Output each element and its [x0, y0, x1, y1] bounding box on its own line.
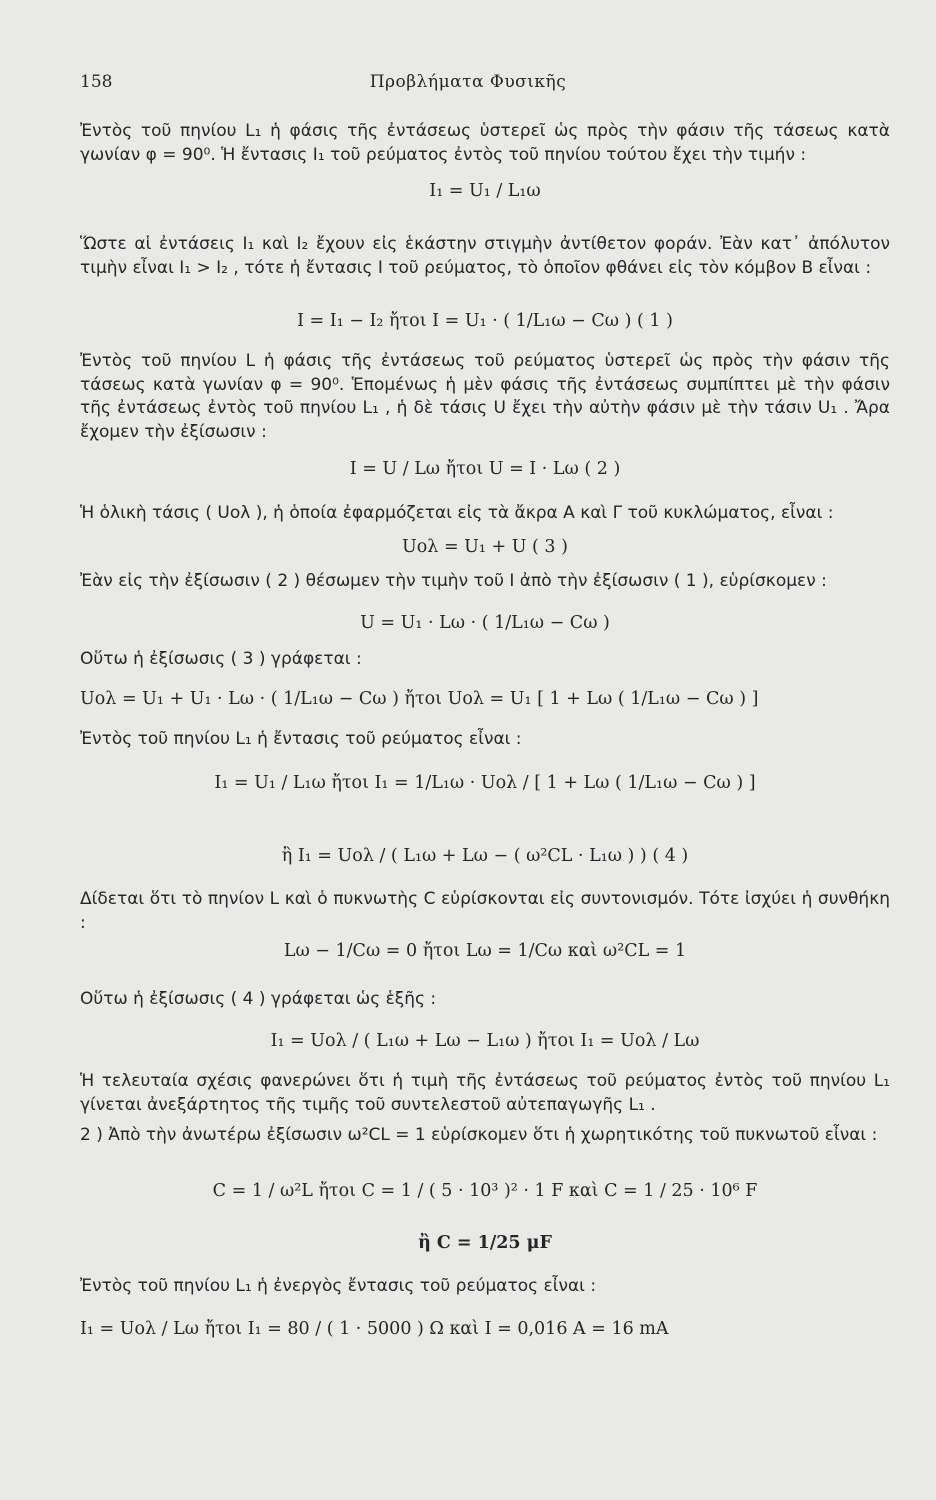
equation: Uολ = U₁ + U₁ · Lω · ( 1/L₁ω − Cω ) ἤτοι Uολ = U₁ [ 1 + Lω ( 1/L₁ω − Cω ) ] — [80, 689, 759, 709]
paragraph: Ὥστε αἱ ἐντάσεις I₁ καὶ I₂ ἔχουν εἰς ἑκάστην στιγμὴν ἀντίθετον φοράν. Ἐὰν κατ᾽ ἀπόλυτον τιμὴν εἶναι I₁ > I₂ , τότε ἡ ἔντασις I τοῦ ρεύματος, τὸ ὁποῖον φθάνει εἰς τὸν κόμβον B εἶναι : — [80, 234, 890, 278]
paragraph: Δίδεται ὅτι τὸ πηνίον L καὶ ὁ πυκνωτὴς C εὑρίσκονται εἰς συντονισμόν. Τότε ἰσχύει ἡ συνθήκη : — [80, 889, 890, 933]
equation: I₁ = U₁ / L₁ω ἤτοι I₁ = 1/L₁ω · Uολ / [ 1 + Lω ( 1/L₁ω − Cω ) ] — [214, 773, 756, 793]
paragraph: Ἐὰν εἰς τὴν ἐξίσωσιν ( 2 ) θέσωμεν τὴν τιμὴν τοῦ I ἀπὸ τὴν ἐξίσωσιν ( 1 ), εὑρίσκομεν : — [80, 571, 827, 591]
equation: Lω − 1/Cω = 0 ἤτοι Lω = 1/Cω καὶ ω²CL = 1 — [283, 941, 687, 961]
equation: I₁ = U₁ / L₁ω — [429, 181, 541, 201]
equation: ἢ C = 1/25 μF — [418, 1233, 552, 1253]
equation: C = 1 / ω²L ἤτοι C = 1 / ( 5 · 10³ )² · 1 F καὶ C = 1 / 25 · 10⁶ F — [212, 1181, 758, 1201]
paragraph: Ἡ τελευταία σχέσις φανερώνει ὅτι ἡ τιμὴ τῆς ἐντάσεως τοῦ ρεύματος ἐντὸς τοῦ πηνίου L₁ γίνεται ἀνεξάρτητος τῆς τιμῆς τοῦ συντελεστοῦ αὐτεπαγωγῆς L₁ . — [80, 1071, 890, 1115]
equation: I₁ = Uολ / ( L₁ω + Lω − L₁ω ) ἤτοι I₁ = Uολ / Lω — [270, 1031, 700, 1051]
equation: I₁ = Uολ / Lω ἤτοι I₁ = 80 / ( 1 · 5000 ) Ω καὶ I = 0,016 A = 16 mA — [80, 1319, 669, 1339]
equation: U = U₁ · Lω · ( 1/L₁ω − Cω ) — [360, 613, 610, 633]
paragraph: Ἐντὸς τοῦ πηνίου L₁ ἡ φάσις τῆς ἐντάσεως ὑστερεῖ ὡς πρὸς τὴν φάσιν τῆς τάσεως κατὰ γωνίαν φ = 90⁰. Ἡ ἔντασις I₁ τοῦ ρεύματος ἐντὸς τοῦ πηνίου τούτου ἔχει τὴν τιμήν : — [80, 121, 890, 165]
running-head: Προβλήματα Φυσικῆς — [369, 72, 567, 92]
equation-1: I = I₁ − I₂ ἤτοι I = U₁ · ( 1/L₁ω − Cω ) ( 1 ) — [297, 311, 673, 331]
paragraph: Ἐντὸς τοῦ πηνίου L ἡ φάσις τῆς ἐντάσεως τοῦ ρεύματος ὑστερεῖ ὡς πρὸς τὴν φάσιν τῆς τάσεως κατὰ γωνίαν φ = 90⁰. Ἑπομένως ἡ μὲν φάσις τῆς ἐντάσεως συμπίπτει μὲ τὴν φάσιν τῆς ἐντάσεως ἐντὸς τοῦ πηνίου L₁ , ἡ δὲ τάσις U ἔχει τὴν αὐτὴν φάσιν μὲ τὴν τάσιν U₁ . Ἄρα ἔχομεν τὴν ἐξίσωσιν : — [80, 351, 890, 442]
paragraph: Οὕτω ἡ ἐξίσωσις ( 3 ) γράφεται : — [80, 649, 362, 669]
equation-3: Uολ = U₁ + U ( 3 ) — [402, 537, 568, 557]
paragraph: Ἐντὸς τοῦ πηνίου L₁ ἡ ἐνεργὸς ἔντασις τοῦ ρεύματος εἶναι : — [80, 1276, 597, 1296]
paragraph: Οὕτω ἡ ἐξίσωσις ( 4 ) γράφεται ὡς ἑξῆς : — [80, 989, 437, 1009]
paragraph: 2 ) Ἀπὸ τὴν ἀνωτέρω ἐξίσωσιν ω²CL = 1 εὑρίσκομεν ὅτι ἡ χωρητικότης τοῦ πυκνωτοῦ εἶναι : — [80, 1125, 878, 1145]
page-number: 158 — [80, 72, 113, 92]
equation-4: ἢ I₁ = Uολ / ( L₁ω + Lω − ( ω²CL · L₁ω ) ) ( 4 ) — [281, 846, 689, 866]
paragraph: Ἐντὸς τοῦ πηνίου L₁ ἡ ἔντασις τοῦ ρεύματος εἶναι : — [80, 729, 522, 749]
paragraph: Ἡ ὁλικὴ τάσις ( Uολ ), ἡ ὁποία ἐφαρμόζεται εἰς τὰ ἄκρα A καὶ Γ τοῦ κυκλώματος, εἶναι : — [80, 503, 834, 523]
equation-2: I = U / Lω ἤτοι U = I · Lω ( 2 ) — [349, 459, 621, 479]
